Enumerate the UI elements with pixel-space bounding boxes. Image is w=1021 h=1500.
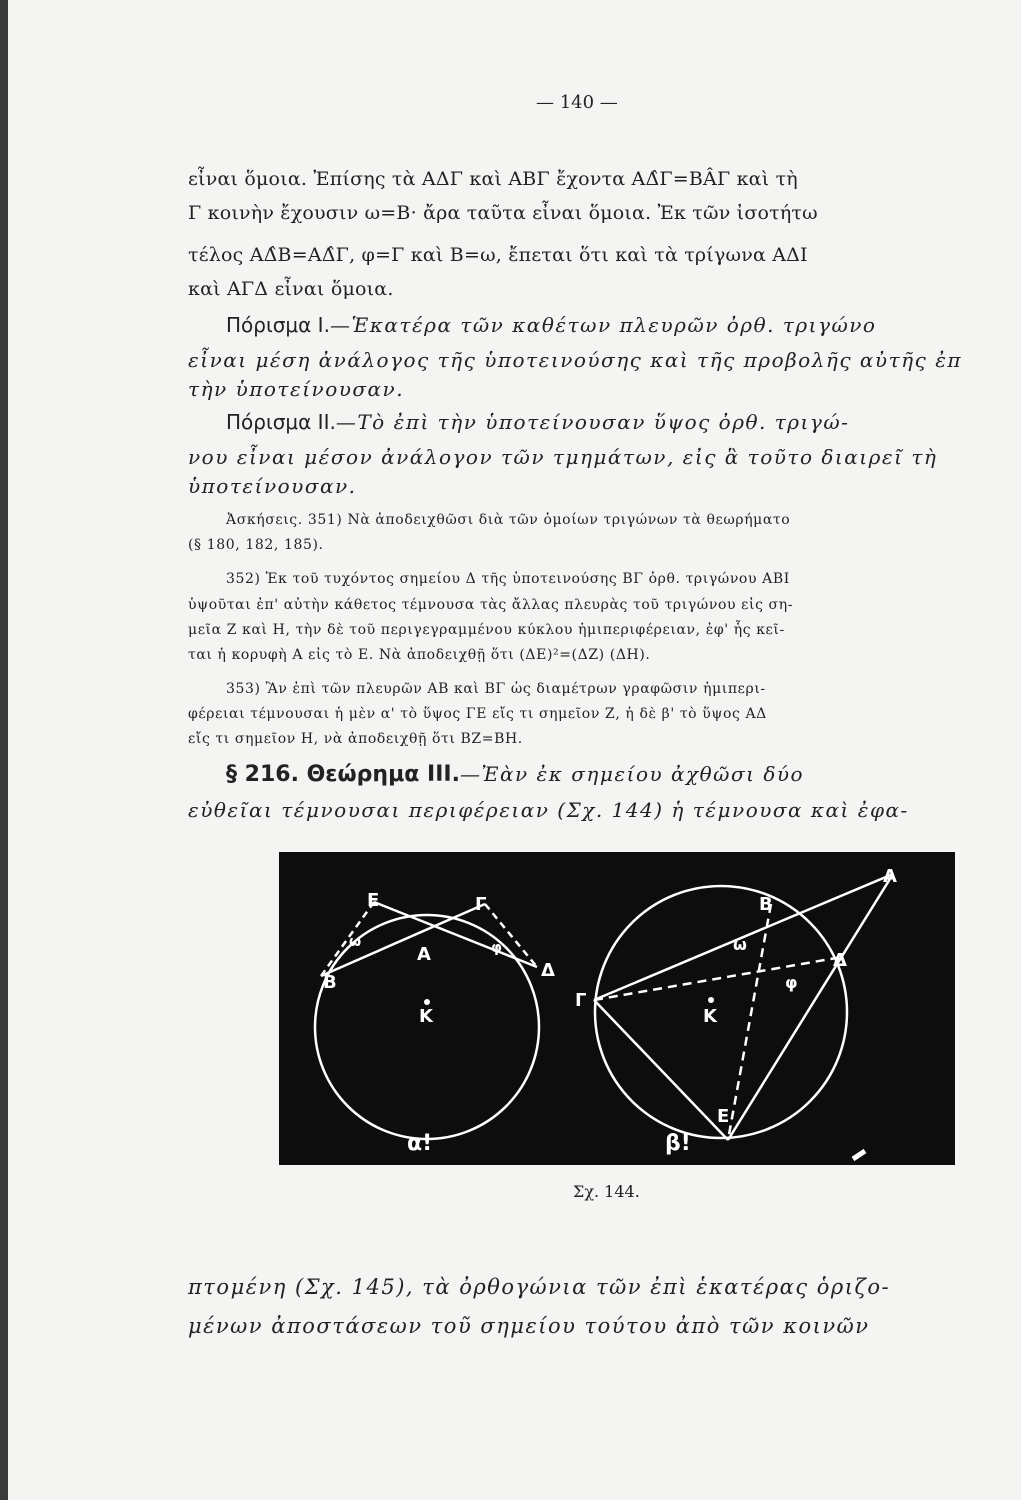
exercise-line: (§ 180, 182, 185).	[188, 537, 324, 553]
text-line: εἶναι ὅμοια. Ἐπίσης τὰ ΑΔΓ καὶ ΑΒΓ ἔχοντα ΑΔ̂Γ=ΒÂΓ καὶ τὴ	[188, 168, 798, 190]
theorem-line: εὐθεῖαι τέμνουσαι περιφέρειαν (Σχ. 144) ἡ τέμνουσα καὶ ἐφα-	[188, 798, 909, 822]
figure-caption: Σχ. 144.	[573, 1182, 640, 1201]
label-g-right: Γ	[575, 990, 587, 1011]
label-b-right: B	[759, 894, 773, 915]
label-phi-right: φ	[785, 973, 798, 992]
text-line: μένων ἀποστάσεων τοῦ σημείου τούτου ἀπὸ τῶν κοινῶν	[188, 1314, 870, 1338]
label-d-right: Δ	[833, 950, 847, 971]
exercise-line: 352) Ἐκ τοῦ τυχόντος σημείου Δ τῆς ὑποτεινούσης ΒΓ ὀρθ. τριγώνου ΑΒΙ	[226, 571, 790, 587]
exercise-line: ται ἡ κορυφὴ Α εἰς τὸ Ε. Νὰ ἀποδειχθῇ ὅτι (ΔΕ)²=(ΔΖ) (ΔΗ).	[188, 647, 651, 663]
label-e-left: E	[367, 890, 380, 911]
text-line: πτομένη (Σχ. 145), τὰ ὀρθογώνια τῶν ἐπὶ ἑκατέρας ὁριζο-	[188, 1275, 891, 1299]
label-d-left: Δ	[541, 960, 555, 981]
exercise-line: ὑψοῦται ἐπ' αὐτὴν κάθετος τέμνουσα τὰς ἄλλας πλευρὰς τοῦ τριγώνου εἰς ση-	[188, 597, 794, 613]
label-k-right: Κ	[703, 1006, 717, 1027]
figure-svg	[279, 852, 955, 1165]
porisma-1-line: εἶναι μέση ἀνάλογος τῆς ὑποτεινούσης καὶ τῆς προβολῆς αὐτῆς ἐπ	[188, 348, 963, 372]
label-beta: β!	[665, 1131, 691, 1156]
circle-right	[595, 886, 847, 1138]
porisma-2-line: ὑποτείνουσαν.	[188, 474, 357, 498]
page-number: — 140 —	[536, 92, 618, 113]
porisma-1-text: —Ἑκατέρα τῶν καθέτων πλευρῶν ὀρθ. τριγώνο	[329, 313, 877, 337]
theorem-label: § 216. Θεώρημα ΙΙΙ.	[226, 762, 460, 787]
book-page	[8, 0, 1021, 1500]
porisma-2	[226, 410, 849, 434]
label-a-right: A	[883, 866, 897, 887]
theorem-heading	[226, 762, 804, 787]
label-alpha: α!	[407, 1131, 433, 1156]
porisma-1-label: Πόρισμα Ι.	[226, 313, 330, 337]
label-g-left: Γ	[475, 894, 487, 915]
porisma-1-line: τὴν ὑποτείνουσαν.	[188, 377, 405, 401]
label-phi-left: φ	[491, 940, 502, 956]
label-omega-left: ω	[349, 934, 362, 950]
exercise-line: 353) Ἂν ἐπὶ τῶν πλευρῶν ΑΒ καὶ ΒΓ ὡς διαμέτρων γραφῶσιν ἡμιπερι-	[226, 681, 766, 697]
pen-mark	[853, 1151, 865, 1159]
label-b-left: B	[323, 972, 337, 993]
text-line: Γ κοινὴν ἔχουσιν ω=Β· ἄρα ταῦτα εἶναι ὅμοια. Ἐκ τῶν ἰσοτήτω	[188, 202, 818, 224]
label-k-left: Κ	[419, 1006, 433, 1027]
text-line: τέλος ΑΔ̂Β=ΑΔ̂Γ, φ=Γ καὶ Β=ω, ἔπεται ὅτι καὶ τὰ τρίγωνα ΑΔΙ	[188, 244, 808, 266]
exercise-line: Ἀσκήσεις. 351) Νὰ ἀποδειχθῶσι διὰ τῶν ὁμοίων τριγώνων τὰ θεωρήματο	[226, 512, 791, 528]
label-omega-right: ω	[733, 935, 747, 954]
center-right	[708, 997, 714, 1003]
text-line: καὶ ΑΓΔ εἶναι ὅμοια.	[188, 278, 394, 300]
segment-gd-dashed	[594, 957, 842, 1000]
chord-ed	[374, 902, 537, 967]
exercise-line: μεῖα Ζ καὶ Η, τὴν δὲ τοῦ περιγεγραμμένου κύκλου ἡμιπεριφέρειαν, ἐφ' ἧς κεῖ-	[188, 622, 785, 638]
porisma-2-text: —Τὸ ἐπὶ τὴν ὑποτείνουσαν ὕψος ὀρθ. τριγώ-	[335, 410, 850, 434]
figure-144	[279, 852, 955, 1165]
exercise-line: εἴς τι σημεῖον Η, νὰ ἀποδειχθῇ ὅτι ΒΖ=ΒΗ.	[188, 731, 523, 747]
porisma-2-label: Πόρισμα ΙΙ.	[226, 410, 336, 434]
porisma-2-line: νου εἶναι μέσον ἀνάλογον τῶν τμημάτων, εἰς ἃ τοῦτο διαιρεῖ τὴ	[188, 445, 938, 469]
theorem-text: —Ἐὰν ἐκ σημείου ἀχθῶσι δύο	[459, 762, 805, 786]
label-e-right: E	[717, 1106, 730, 1127]
label-a-left: A	[417, 944, 431, 965]
exercise-line: φέρειαι τέμνουσαι ἡ μὲν α' τὸ ὕψος ΓΕ εἴς τι σημεῖον Ζ, ἡ δὲ β' τὸ ὕψος ΑΔ	[188, 706, 767, 722]
center-left	[424, 999, 430, 1005]
porisma-1	[226, 313, 876, 337]
